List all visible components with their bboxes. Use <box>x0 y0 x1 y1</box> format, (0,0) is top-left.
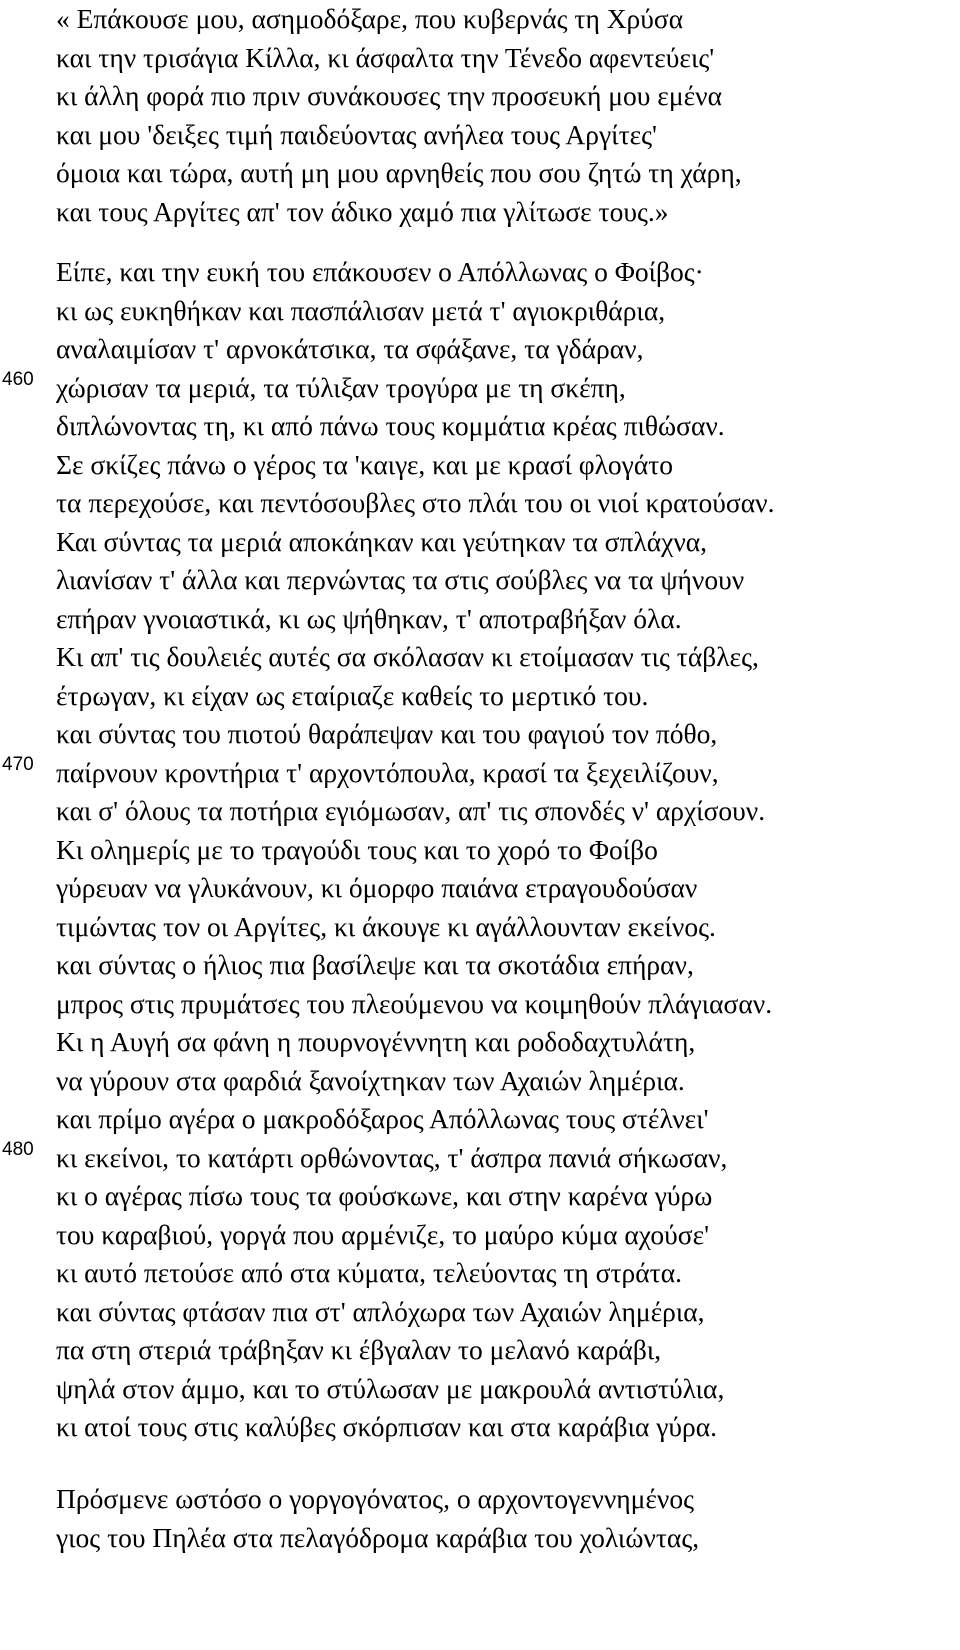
verse-text: Κι απ' τις δουλειές αυτές σα σκόλασαν κι ετοίμασαν τις τάβλες, <box>56 641 759 672</box>
verse-line <box>0 292 960 331</box>
verse-text: του καραβιού, γοργά που αρμένιζε, το μαύρο κύμα αχούσε' <box>56 1218 710 1250</box>
verse-line <box>0 1293 960 1332</box>
verse-text: πα στη στεριά τράβηξαν κι έβγαλαν το μελανό καράβι, <box>56 1334 662 1365</box>
verse-line <box>0 1216 960 1255</box>
verse-line <box>0 561 960 600</box>
line-number: 470 <box>2 753 34 775</box>
verse-text: χώρισαν τα μεριά, τα τύλιξαν τρογύρα με τη σκέπη, <box>56 371 626 403</box>
verse-text: κι εκείνοι, το κατάρτι ορθώνοντας, τ' άσπρα πανιά σήκωσαν, <box>56 1141 728 1173</box>
verse-text: όμοια και τώρα, αυτή μη μου αρνηθείς που σου ζητώ τη χάρη, <box>56 157 742 188</box>
verse-text: κι άλλη φορά πιο πριν συνάκουσες την προσευκή μου εμένα <box>56 80 722 111</box>
verse-line <box>0 792 960 831</box>
verse-text: γύρευαν να γλυκάνουν, κι όμορφο παιάνα ετραγουδούσαν <box>56 872 698 903</box>
verse-line <box>0 116 960 155</box>
verse-line <box>0 600 960 639</box>
verse-text: αναλαιμίσαν τ' αρνοκάτσικα, τα σφάξανε, τα γδάραν, <box>56 333 644 364</box>
verse-text: και την τρισάγια Κίλλα, κι άσφαλτα την Τένεδο αφεντεύεις' <box>56 41 715 73</box>
stanza <box>0 253 960 1447</box>
verse-text: και σύντας του πιοτού θαράπεψαν και του φαγιού τον πόθο, <box>56 718 718 749</box>
verse-line <box>0 1139 960 1178</box>
verse-text: κι ο αγέρας πίσω τους τα φούσκωνε, και στην καρένα γύρω <box>56 1180 713 1211</box>
verse-text: Πρόσμενε ωστόσο ο γοργογόνατος, ο αρχοντογεννημένος <box>56 1483 695 1514</box>
verse-line <box>0 1408 960 1447</box>
verse-line <box>0 677 960 716</box>
verse-text: « Επάκουσε μου, ασημοδόξαρε, που κυβερνάς τη Χρύσα <box>56 3 684 34</box>
verse-text: κι αυτό πετούσε από στα κύματα, τελεύοντας τη στράτα. <box>56 1257 682 1288</box>
verse-line <box>0 77 960 116</box>
verse-line <box>0 831 960 870</box>
verse-line <box>0 1177 960 1216</box>
verse-text: Κι ολημερίς με το τραγούδι τους και το χορό το Φοίβο <box>56 833 658 865</box>
verse-text: επήραν γνοιαστικά, κι ως ψήθηκαν, τ' αποτραβήξαν όλα. <box>56 602 682 634</box>
verse-line <box>0 1023 960 1062</box>
verse-line <box>0 484 960 523</box>
verse-line <box>0 446 960 485</box>
verse-text: λιανίσαν τ' άλλα και περνώντας τα στις σούβλες να τα ψήνουν <box>56 564 745 595</box>
verse-text: και σύντας φτάσαν πια στ' απλόχωρα των Αχαιών λημέρια, <box>56 1295 705 1327</box>
verse-text: και σύντας ο ήλιος πια βασίλεψε και τα σκοτάδια επήραν, <box>56 949 694 980</box>
verse-line <box>0 638 960 677</box>
verse-text: γιος του Πηλέα στα πελαγόδρομα καράβια του χολιώντας, <box>56 1521 700 1553</box>
verse-text: τα περεχούσε, και πεντόσουβλες στο πλάι του οι νιοί κρατούσαν. <box>56 487 775 518</box>
verse-text: Κι η Αυγή σα φάνη η πουρνογέννητη και ροδοδαχτυλάτη, <box>56 1026 696 1057</box>
verse-text: και πρίμο αγέρα ο μακροδόξαρος Απόλλωνας τους στέλνει' <box>56 1103 709 1134</box>
verse-line <box>0 1062 960 1101</box>
verse-line <box>0 0 960 39</box>
verse-line <box>0 1480 960 1519</box>
verse-text: ψηλά στον άμμο, και το στύλωσαν με μακρουλά αντιστύλια, <box>56 1372 725 1404</box>
verse-text: τιμώντας τον οι Αργίτες, κι άκουγε κι αγάλλουνταν εκείνος. <box>56 910 716 942</box>
verse-text: παίρνουν κροντήρια τ' αρχοντόπουλα, κρασί τα ξεχειλίζουν, <box>56 756 719 788</box>
verse-line <box>0 1100 960 1139</box>
verse-text: Και σύντας τα μεριά αποκάηκαν και γεύτηκαν τα σπλάχνα, <box>56 525 708 557</box>
verse-text: και τους Αργίτες απ' τον άδικο χαμό πια γλίτωσε τους.» <box>56 195 669 227</box>
verse-text: και μου 'δειξες τιμή παιδεύοντας ανήλεα τους Αργίτες' <box>56 118 658 150</box>
verse-line <box>0 523 960 562</box>
verse-line <box>0 869 960 908</box>
verse-text: κι ως ευκηθήκαν και πασπάλισαν μετά τ' αγιοκριθάρια, <box>56 294 666 326</box>
verse-text: διπλώνοντας τη, κι από πάνω τους κομμάτια κρέας πιθώσαν. <box>56 410 725 441</box>
verse-text: έτρωγαν, κι είχαν ως εταίριαζε καθείς το μερτικό του. <box>56 679 649 711</box>
verse-line <box>0 1331 960 1370</box>
verse-text: και σ' όλους τα ποτήρια εγιόμωσαν, απ' τις σπονδές ν' αρχίσουν. <box>56 795 766 826</box>
verse-line <box>0 985 960 1024</box>
verse-text: Σε σκίζες πάνω ο γέρος τα 'καιγε, και με κρασί φλογάτο <box>56 448 674 480</box>
stanza <box>0 0 960 231</box>
verse-line <box>0 330 960 369</box>
verse-line <box>0 754 960 793</box>
verse-text: Είπε, και την ευκή του επάκουσεν ο Απόλλωνας ο Φοίβος· <box>56 256 704 287</box>
verse-line <box>0 154 960 193</box>
verse-line <box>0 1370 960 1409</box>
verse-line <box>0 1254 960 1293</box>
verse-line <box>0 253 960 292</box>
verse-line <box>0 193 960 232</box>
verse-line <box>0 715 960 754</box>
verse-line <box>0 908 960 947</box>
line-number: 480 <box>2 1138 34 1160</box>
verse-line <box>0 946 960 985</box>
verse-text: κι ατοί τους στις καλύβες σκόρπισαν και στα καράβια γύρα. <box>56 1411 718 1442</box>
line-number: 460 <box>2 368 34 390</box>
stanza <box>0 1480 960 1557</box>
verse-line <box>0 407 960 446</box>
verse-line <box>0 1519 960 1558</box>
verse-line <box>0 39 960 78</box>
verse-text: μπρος στις πρυμάτσες του πλεούμενου να κοιμηθούν πλάγιασαν. <box>56 987 773 1019</box>
verse-line <box>0 369 960 408</box>
verse-text: να γύρουν στα φαρδιά ξανοίχτηκαν των Αχαιών λημέρια. <box>56 1064 685 1096</box>
